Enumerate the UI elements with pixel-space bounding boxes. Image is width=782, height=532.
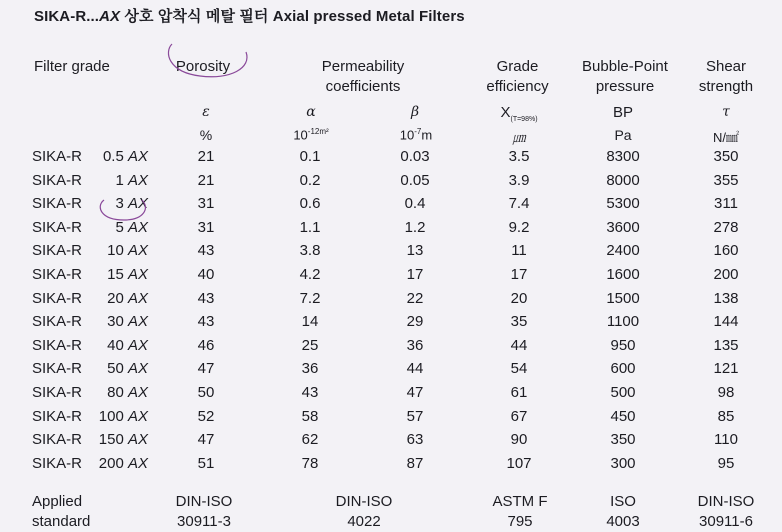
cell-porosity: 21 [197,148,215,165]
filter-name: SIKA-R [32,313,83,331]
filter-size-value: 30 [107,313,124,331]
footer-shear1: DIN-ISO [697,493,755,510]
cell-porosity: 52 [197,407,215,425]
cell-porosity: 43 [197,289,215,307]
header-permeability-line2: coefficients [325,78,401,95]
unit-alpha-base: 10 [293,127,308,143]
cell-alpha: 43 [301,384,319,401]
cell-alpha: 1.1 [299,218,321,236]
cell-alpha: 0.2 [299,171,321,189]
unit-grade: ㎛ [512,130,526,145]
cell-grade: 35 [510,313,528,331]
filter-suffix: AX [127,171,148,189]
header-permeability-line1: Permeability [321,58,405,75]
table-row [0,337,782,360]
cell-grade: 54 [510,360,528,378]
cell-shear: 278 [713,218,739,236]
filter-size [82,384,148,401]
cell-shear: 98 [717,384,735,401]
table-row [0,313,782,336]
table-row [0,266,782,289]
cell-bp: 350 [610,431,636,449]
filter-name: SIKA-R [32,289,83,307]
filter-size [82,172,148,189]
cell-bp: 2400 [606,242,640,260]
cell-grade: 3.9 [508,171,530,189]
cell-shear: 311 [714,195,738,213]
table-row [0,172,782,195]
footer-grade1: ASTM F [492,493,548,510]
cell-bp: 950 [610,336,636,354]
table-row [0,219,782,242]
header-bubble-point [565,57,685,97]
cell-grade: 11 [511,242,527,260]
filter-name: SIKA-R [32,242,83,260]
footer-perm1: DIN-ISO [335,493,393,510]
cell-alpha: 14 [301,313,319,331]
filter-name: SIKA-R [32,171,83,189]
cell-shear: 85 [717,407,735,425]
footer-perm-standard [316,492,412,532]
filter-size-value: 150 [98,431,124,449]
unit-alpha [279,127,343,142]
symbol-grade-x: X [500,104,511,121]
header-bubble-line1: Bubble-Point [582,58,668,75]
filter-name: SIKA-R [32,454,83,472]
header-porosity: Porosity [175,58,231,75]
symbol-bubble: BP [612,104,633,121]
filter-suffix: AX [127,431,148,449]
filter-suffix: AX [127,313,148,331]
cell-beta: 1.2 [404,218,426,236]
filter-suffix: AX [127,336,148,354]
cell-bp: 5300 [606,195,640,213]
filter-size-value: 5 [115,218,124,236]
filter-suffix: AX [127,289,148,307]
table-row [0,455,782,478]
cell-bp: 1600 [606,266,640,283]
filter-name: SIKA-R [32,148,83,165]
cell-bp: 500 [610,384,636,401]
filter-name: SIKA-R [32,384,83,401]
cell-shear: 355 [713,171,739,189]
footer-porosity2: 30911-3 [177,513,231,530]
footer-grade2: 795 [507,513,533,530]
filter-size-value: 1 [115,171,124,189]
cell-porosity: 40 [197,266,215,283]
filter-suffix: AX [127,384,148,401]
cell-grade: 61 [510,384,528,401]
filter-suffix: AX [127,454,148,472]
cell-grade: 107 [506,454,532,472]
filter-size [82,242,148,259]
filter-size-value: 0.5 [102,148,124,165]
header-filter-grade: Filter grade [34,58,110,75]
title-italic: AX [99,8,121,25]
unit-beta-base: 10 [399,127,415,143]
cell-shear: 144 [713,313,739,331]
filter-size-value: 10 [107,242,124,260]
filter-name: SIKA-R [32,431,83,449]
cell-bp: 1500 [606,289,640,307]
cell-grade: 17 [510,266,528,283]
header-grade-line1: Grade [496,58,539,75]
filter-size [82,408,148,425]
cell-porosity: 31 [197,218,215,236]
cell-shear: 135 [713,336,739,354]
cell-beta: 17 [406,266,424,283]
filter-name: SIKA-R [32,407,83,425]
cell-grade: 44 [510,336,528,354]
cell-bp: 8300 [606,148,640,165]
unit-shear: N/㎟ [712,130,739,145]
footer-perm2: 4022 [347,513,381,530]
table-row [0,290,782,313]
filter-name: SIKA-R [32,360,83,378]
cell-porosity: 21 [197,171,215,189]
filter-size-value: 100 [98,407,124,425]
footer-bp2: 4003 [606,513,640,530]
cell-beta: 0.4 [404,195,426,213]
symbol-porosity: ε [202,104,210,120]
cell-beta: 13 [406,242,424,260]
filter-suffix: AX [127,407,148,425]
cell-porosity: 31 [197,195,215,213]
footer-bubble-standard [575,492,671,532]
table-row [0,384,782,407]
cell-bp: 8000 [606,171,640,189]
cell-grade: 20 [510,289,528,307]
cell-shear: 95 [717,454,735,472]
page-title [34,5,465,26]
footer-shear-standard [678,492,774,532]
footer-label2: standard [32,513,91,530]
filter-size [82,148,148,165]
cell-alpha: 58 [301,407,319,425]
table-row [0,148,782,171]
filter-size [82,313,148,330]
cell-beta: 87 [406,454,424,472]
symbol-grade [488,104,550,123]
table-row [0,242,782,265]
symbol-grade-sub: (T=98%) [510,116,538,123]
filter-size [82,219,148,236]
footer-porosity-standard [156,492,252,532]
unit-beta [386,127,446,142]
title-rest: 상호 압착식 메탈 필터 Axial pressed Metal Filters [120,8,465,25]
table-row [0,431,782,454]
filter-size-value: 50 [107,360,124,378]
footer-label1: Applied [32,493,83,510]
filter-size-value: 20 [107,289,124,307]
filter-name: SIKA-R [32,195,83,213]
symbol-beta: β [410,104,420,120]
footer-bp1: ISO [610,493,636,510]
filter-size [82,337,148,354]
filter-size-value: 15 [107,266,124,283]
header-permeability [298,57,428,97]
cell-porosity: 43 [197,242,215,260]
filter-suffix: AX [127,218,148,236]
table-row [0,408,782,431]
filter-size [82,431,148,448]
unit-bubble: Pa [614,127,632,143]
footer-applied-standard [32,492,90,532]
cell-grade: 9.2 [508,218,530,236]
cell-alpha: 4.2 [299,266,321,283]
filter-suffix: AX [127,266,148,283]
cell-grade: 90 [510,431,528,449]
cell-alpha: 78 [301,454,319,472]
filter-size [82,290,148,307]
unit-alpha-exp: -12 [307,127,320,136]
cell-shear: 200 [713,266,739,283]
filter-name: SIKA-R [32,266,83,283]
cell-alpha: 3.8 [299,242,321,260]
cell-bp: 1100 [606,313,640,331]
header-shear-line1: Shear [705,58,747,75]
cell-beta: 47 [406,384,424,401]
filter-size [82,455,148,472]
filter-size [82,266,148,283]
cell-grade: 3.5 [508,148,530,165]
cell-alpha: 0.1 [299,148,321,165]
cell-beta: 57 [406,407,424,425]
table-row [0,360,782,383]
cell-porosity: 47 [197,431,215,449]
cell-porosity: 47 [197,360,215,378]
footer-porosity1: DIN-ISO [175,493,233,510]
filter-suffix: AX [127,148,148,165]
cell-alpha: 36 [301,360,319,378]
cell-alpha: 25 [301,336,319,354]
filter-name: SIKA-R [32,218,83,236]
filter-size-value: 40 [107,336,124,354]
symbol-alpha: α [306,104,316,120]
cell-grade: 7.4 [508,195,530,213]
filter-size [82,360,148,377]
filter-name: SIKA-R [32,336,83,354]
cell-shear: 121 [713,360,739,378]
cell-alpha: 62 [301,431,319,449]
footer-shear2: 30911-6 [699,513,753,530]
title-prefix: SIKA-R... [34,8,100,25]
header-grade-line2: efficiency [486,78,549,95]
header-shear-strength [686,57,766,97]
filter-size-value: 80 [107,384,124,401]
cell-bp: 300 [610,454,636,472]
filter-size [82,195,148,212]
cell-beta: 0.03 [400,148,430,165]
header-bubble-line2: pressure [595,78,655,95]
cell-grade: 67 [510,407,528,425]
cell-bp: 600 [610,360,636,378]
header-shear-line2: strength [698,78,754,95]
unit-beta-unit: m [421,127,433,143]
filter-suffix: AX [127,242,148,260]
filter-suffix: AX [127,195,148,213]
cell-bp: 3600 [606,218,640,236]
cell-alpha: 7.2 [299,289,321,307]
cell-porosity: 46 [197,336,215,354]
table-row [0,195,782,218]
cell-porosity: 50 [197,384,215,401]
cell-beta: 29 [406,313,424,331]
unit-beta-exp: -7 [414,127,422,136]
header-grade-efficiency [470,57,565,97]
footer-grade-standard [472,492,568,532]
cell-beta: 0.05 [400,171,430,189]
cell-bp: 450 [610,407,636,425]
unit-porosity: % [199,127,213,143]
cell-beta: 36 [406,336,424,354]
cell-alpha: 0.6 [299,195,321,213]
cell-porosity: 43 [197,313,215,331]
cell-beta: 22 [406,289,424,307]
filter-suffix: AX [127,360,148,378]
cell-shear: 110 [714,431,738,449]
unit-alpha-unit: m² [319,127,329,136]
cell-beta: 63 [406,431,424,449]
symbol-shear: τ [722,104,730,120]
cell-shear: 138 [713,289,739,307]
cell-beta: 44 [406,360,424,378]
cell-shear: 160 [713,242,739,260]
filter-size-value: 3 [115,195,124,213]
cell-porosity: 51 [197,454,215,472]
cell-shear: 350 [713,148,739,165]
filter-size-value: 200 [98,454,124,472]
